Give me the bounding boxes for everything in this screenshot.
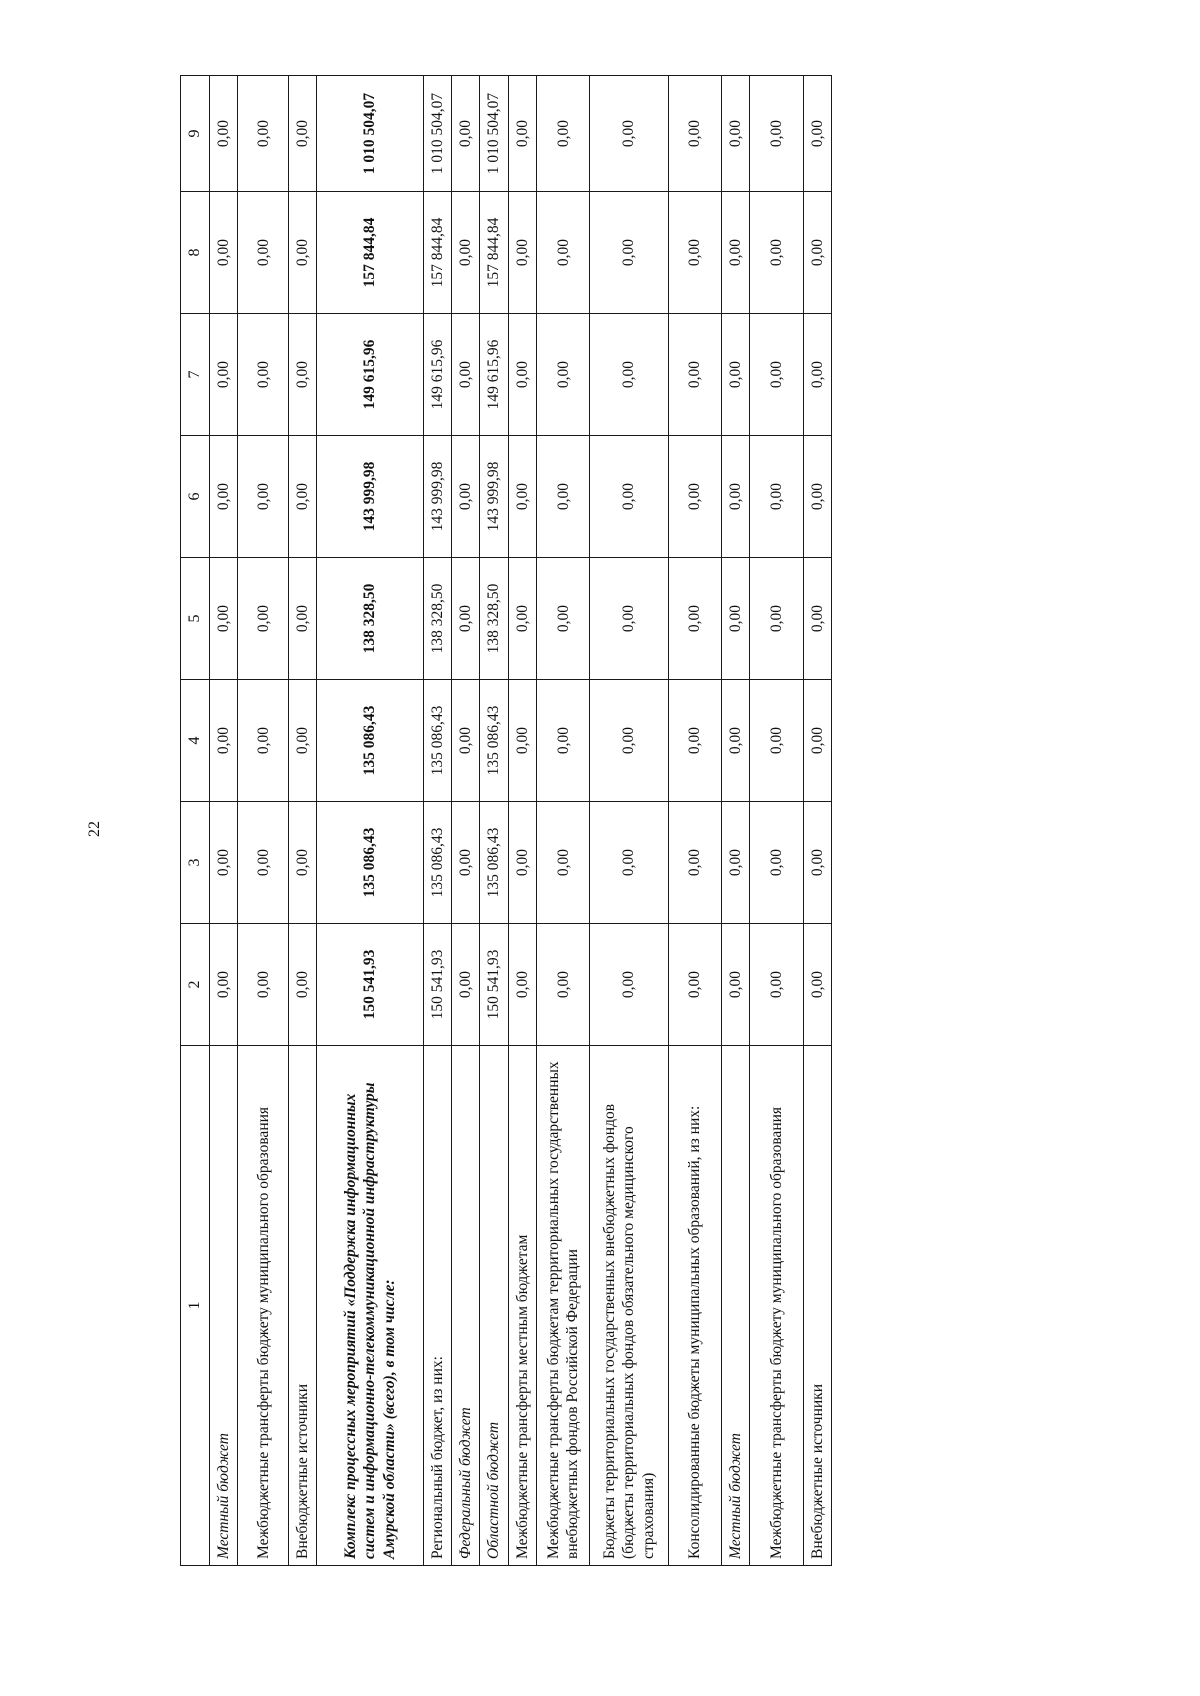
- value-cell: 0,00: [722, 192, 750, 314]
- value-cell: 0,00: [722, 436, 750, 558]
- value-cell: 0,00: [289, 924, 317, 1046]
- table-row: [803, 76, 831, 1566]
- value-cell: 0,00: [508, 802, 536, 924]
- value-cell: 0,00: [238, 314, 289, 436]
- row-label: Межбюджетные трансферты местным бюджетам: [508, 1046, 536, 1566]
- header-cell: 1: [181, 1046, 210, 1566]
- value-cell: 0,00: [668, 924, 721, 1046]
- value-cell: 0,00: [238, 76, 289, 192]
- value-cell: 0,00: [750, 802, 803, 924]
- value-cell: 0,00: [508, 924, 536, 1046]
- row-label: Консолидированные бюджеты муниципальных образований, из них:: [668, 1046, 721, 1566]
- value-cell: 0,00: [750, 314, 803, 436]
- value-cell: 0,00: [537, 680, 590, 802]
- table-header-row: [181, 76, 210, 1566]
- value-cell: 0,00: [452, 314, 480, 436]
- table-row: [480, 76, 508, 1566]
- value-cell: 0,00: [803, 802, 831, 924]
- value-cell: 0,00: [238, 802, 289, 924]
- value-cell: 157 844,84: [423, 192, 451, 314]
- value-cell: 0,00: [668, 680, 721, 802]
- value-cell: 135 086,43: [317, 680, 423, 802]
- header-cell: 9: [181, 76, 210, 192]
- value-cell: 0,00: [590, 76, 669, 192]
- value-cell: 0,00: [722, 76, 750, 192]
- value-cell: 0,00: [210, 76, 238, 192]
- value-cell: 0,00: [210, 924, 238, 1046]
- value-cell: 0,00: [508, 558, 536, 680]
- value-cell: 0,00: [590, 680, 669, 802]
- value-cell: 0,00: [508, 436, 536, 558]
- value-cell: 0,00: [590, 924, 669, 1046]
- value-cell: 0,00: [803, 924, 831, 1046]
- value-cell: 0,00: [452, 436, 480, 558]
- value-cell: 0,00: [238, 680, 289, 802]
- value-cell: 138 328,50: [317, 558, 423, 680]
- value-cell: 0,00: [289, 76, 317, 192]
- value-cell: 0,00: [537, 558, 590, 680]
- value-cell: 157 844,84: [317, 192, 423, 314]
- value-cell: 149 615,96: [317, 314, 423, 436]
- row-label: Внебюджетные источники: [289, 1046, 317, 1566]
- value-cell: 0,00: [452, 192, 480, 314]
- value-cell: 0,00: [210, 314, 238, 436]
- value-cell: 0,00: [803, 680, 831, 802]
- value-cell: 0,00: [803, 436, 831, 558]
- header-cell: 7: [181, 314, 210, 436]
- row-label: Межбюджетные трансферты бюджету муниципального образования: [750, 1046, 803, 1566]
- value-cell: 0,00: [537, 924, 590, 1046]
- value-cell: 135 086,43: [480, 680, 508, 802]
- value-cell: 0,00: [803, 558, 831, 680]
- value-cell: 0,00: [452, 558, 480, 680]
- row-label: Местный бюджет: [210, 1046, 238, 1566]
- value-cell: 1 010 504,07: [317, 76, 423, 192]
- value-cell: 0,00: [668, 192, 721, 314]
- value-cell: 0,00: [722, 924, 750, 1046]
- value-cell: 0,00: [722, 558, 750, 680]
- row-label: Региональный бюджет, из них:: [423, 1046, 451, 1566]
- value-cell: 0,00: [668, 314, 721, 436]
- page-number: 22: [86, 821, 103, 837]
- value-cell: 0,00: [590, 314, 669, 436]
- table-row: [210, 76, 238, 1566]
- value-cell: 138 328,50: [423, 558, 451, 680]
- value-cell: 0,00: [668, 436, 721, 558]
- row-label: Бюджеты территориальных государственных внебюджетных фондов (бюджеты территориальных фондов обязательного медицинского страхования): [590, 1046, 669, 1566]
- value-cell: 0,00: [537, 436, 590, 558]
- value-cell: 0,00: [508, 680, 536, 802]
- value-cell: 0,00: [238, 558, 289, 680]
- row-label: Комплекс процессных мероприятий «Поддержка информационных систем и информационно-телекоммуникационной инфраструктуры Амурской области» (всего), в том числе:: [317, 1046, 423, 1566]
- budget-table: [180, 75, 832, 1566]
- value-cell: 149 615,96: [480, 314, 508, 436]
- value-cell: 0,00: [238, 924, 289, 1046]
- value-cell: 0,00: [750, 436, 803, 558]
- header-cell: 2: [181, 924, 210, 1046]
- table-row: [668, 76, 721, 1566]
- table-row: [317, 76, 423, 1566]
- value-cell: 150 541,93: [317, 924, 423, 1046]
- value-cell: 0,00: [452, 924, 480, 1046]
- value-cell: 0,00: [210, 192, 238, 314]
- value-cell: 0,00: [238, 436, 289, 558]
- row-label: Областной бюджет: [480, 1046, 508, 1566]
- rotated-table-container: [180, 92, 832, 1566]
- value-cell: 0,00: [590, 802, 669, 924]
- value-cell: 0,00: [803, 192, 831, 314]
- value-cell: 0,00: [722, 680, 750, 802]
- table-row: [537, 76, 590, 1566]
- value-cell: 135 086,43: [317, 802, 423, 924]
- value-cell: 143 999,98: [317, 436, 423, 558]
- value-cell: 0,00: [289, 802, 317, 924]
- value-cell: 0,00: [750, 558, 803, 680]
- value-cell: 0,00: [750, 680, 803, 802]
- value-cell: 0,00: [210, 802, 238, 924]
- value-cell: 0,00: [289, 436, 317, 558]
- row-label: Межбюджетные трансферты бюджетам территориальных государственных внебюджетных фондов Российской Федерации: [537, 1046, 590, 1566]
- value-cell: 0,00: [722, 802, 750, 924]
- value-cell: 0,00: [537, 802, 590, 924]
- value-cell: 0,00: [803, 76, 831, 192]
- value-cell: 0,00: [750, 924, 803, 1046]
- value-cell: 0,00: [289, 314, 317, 436]
- value-cell: 0,00: [289, 192, 317, 314]
- table-row: [508, 76, 536, 1566]
- table-row: [590, 76, 669, 1566]
- value-cell: 0,00: [537, 314, 590, 436]
- table-row: [722, 76, 750, 1566]
- value-cell: 0,00: [803, 314, 831, 436]
- table-body: [210, 76, 832, 1566]
- header-cell: 5: [181, 558, 210, 680]
- value-cell: 0,00: [508, 76, 536, 192]
- value-cell: 150 541,93: [423, 924, 451, 1046]
- value-cell: 143 999,98: [423, 436, 451, 558]
- value-cell: 1 010 504,07: [423, 76, 451, 192]
- value-cell: 0,00: [590, 192, 669, 314]
- value-cell: 0,00: [289, 680, 317, 802]
- value-cell: 135 086,43: [480, 802, 508, 924]
- value-cell: 138 328,50: [480, 558, 508, 680]
- value-cell: 0,00: [452, 680, 480, 802]
- table-row: [423, 76, 451, 1566]
- value-cell: 157 844,84: [480, 192, 508, 314]
- value-cell: 0,00: [452, 76, 480, 192]
- value-cell: 0,00: [668, 802, 721, 924]
- value-cell: 0,00: [452, 802, 480, 924]
- value-cell: 0,00: [590, 558, 669, 680]
- header-cell: 6: [181, 436, 210, 558]
- value-cell: 0,00: [508, 192, 536, 314]
- value-cell: 143 999,98: [480, 436, 508, 558]
- table-row: [750, 76, 803, 1566]
- row-label: Местный бюджет: [722, 1046, 750, 1566]
- value-cell: 1 010 504,07: [480, 76, 508, 192]
- header-cell: 8: [181, 192, 210, 314]
- value-cell: 0,00: [537, 192, 590, 314]
- table-row: [238, 76, 289, 1566]
- value-cell: 0,00: [668, 76, 721, 192]
- header-cell: 4: [181, 680, 210, 802]
- header-cell: 3: [181, 802, 210, 924]
- value-cell: 0,00: [289, 558, 317, 680]
- value-cell: 0,00: [210, 558, 238, 680]
- value-cell: 135 086,43: [423, 802, 451, 924]
- value-cell: 0,00: [590, 436, 669, 558]
- row-label: Федеральный бюджет: [452, 1046, 480, 1566]
- table-row: [289, 76, 317, 1566]
- row-label: Межбюджетные трансферты бюджету муниципального образования: [238, 1046, 289, 1566]
- value-cell: 149 615,96: [423, 314, 451, 436]
- value-cell: 0,00: [508, 314, 536, 436]
- value-cell: 0,00: [750, 192, 803, 314]
- table-row: [452, 76, 480, 1566]
- value-cell: 0,00: [722, 314, 750, 436]
- value-cell: 0,00: [238, 192, 289, 314]
- value-cell: 0,00: [210, 436, 238, 558]
- value-cell: 150 541,93: [480, 924, 508, 1046]
- value-cell: 135 086,43: [423, 680, 451, 802]
- value-cell: 0,00: [537, 76, 590, 192]
- value-cell: 0,00: [750, 76, 803, 192]
- row-label: Внебюджетные источники: [803, 1046, 831, 1566]
- value-cell: 0,00: [210, 680, 238, 802]
- value-cell: 0,00: [668, 558, 721, 680]
